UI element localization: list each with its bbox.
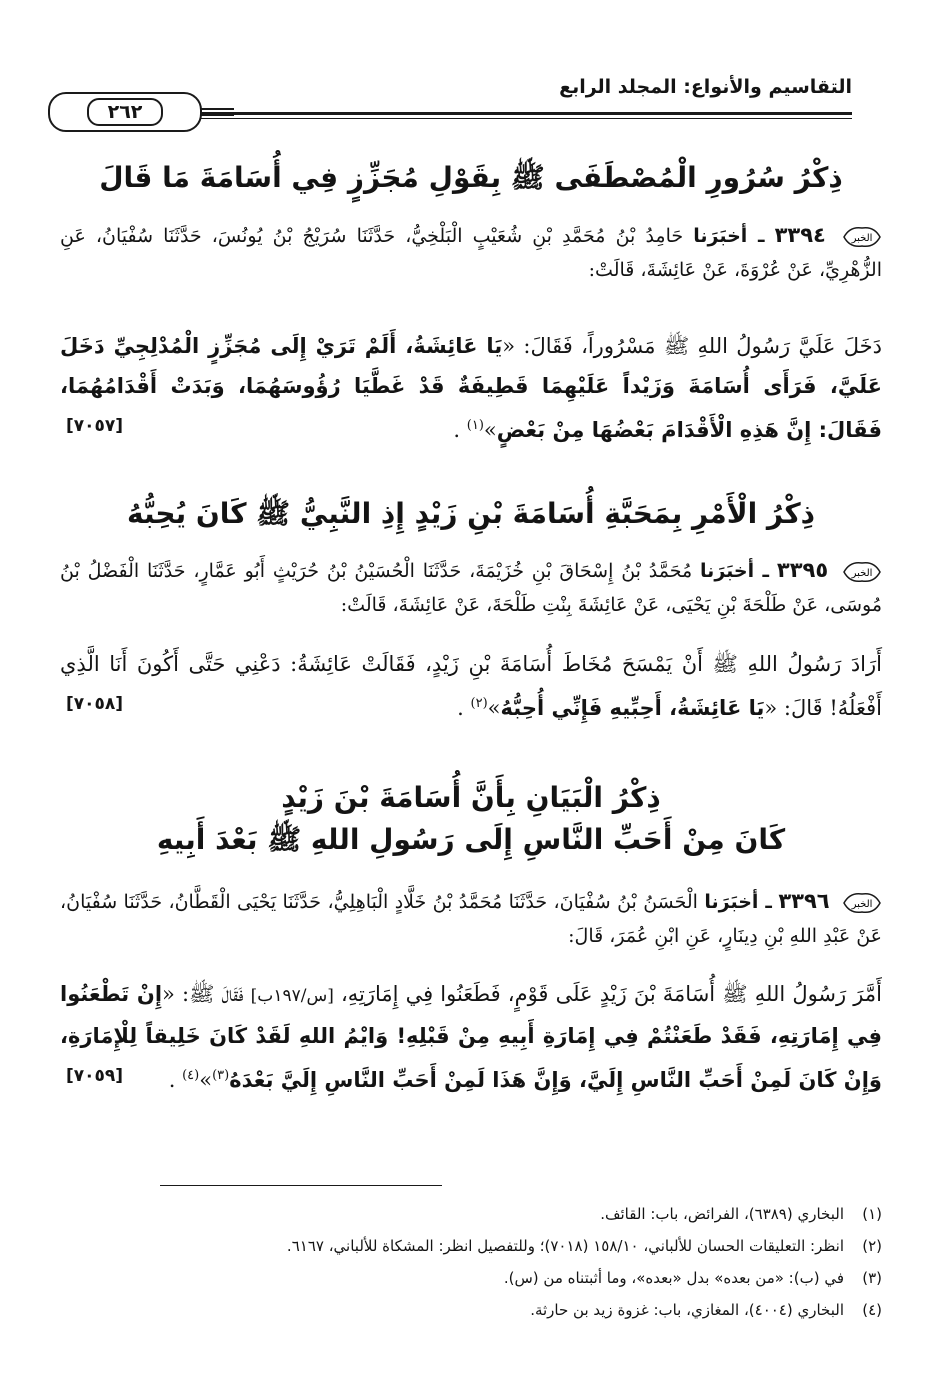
footnote [60,1262,882,1294]
khabar-badge-label: الخبر [851,233,873,244]
isnad-text: الْحَسَنُ بْنُ سُفْيَانَ، حَدَّثَنَا مُحَمَّدُ بْنُ خَلَّادٍ الْبَاهِلِيُّ، حَدَّثَنَا يَحْيَى الْقَطَّانُ، حَدَّثَنَا سُفْيَانُ، عَنْ عَبْدِ اللهِ بْنِ دِينَارٍ، عَنِ ابْنِ عُمَرَ، قَالَ: [60,891,882,947]
hadith-number: ٣٣٩٤ [774,223,826,247]
running-title: التقاسيم والأنواع: المجلد الرابع [559,76,852,98]
khabar-badge-icon [842,890,882,916]
chapter-title-line1: ذِكْرُ الْبَيَانِ بِأَنَّ أُسَامَةَ بْنَ زَيْدٍ [281,781,661,814]
footnote-text: البخاري (٤٠٠٤)، المغازي، باب: غزوة زيد بن حارثة. [530,1301,844,1319]
hadith-matn [60,326,882,450]
full-stop: . [453,418,461,442]
matn-prophetic-words: إِنْ تَطْعَنُوا فِي إِمَارَتِهِ، فَقَدْ طَعَنْتُمْ فِي إِمَارَةِ أَبِيهِ مِنْ قَبْلِهِ! وَايْمُ اللهِ لَقَدْ كَانَ خَلِيقاً لِلْإِمَارَةِ، وَإِنْ كَانَ لَمِنْ أَحَبِّ النَّاسِ إِلَيَّ، وَإِنَّ هَذَا لَمِنْ أَحَبِّ النَّاسِ إِلَيَّ بَعْدَهُ [60,982,882,1092]
hadith-isnad: الخبر ٣٣٩٥ ـ أخبَرَنا مُحَمَّدُ بْنُ إِسْحَاقَ بْنِ خُزَيْمَةَ، حَدَّثَنَا الْحُسَيْنُ بْنُ حُرَيْثٍ أَبُو عَمَّارٍ، حَدَّثَنَا الْفَضْلُ بْنُ مُوسَى، عَنْ طَلْحَةَ بْنِ يَحْيَى، عَنْ عَائِشَةَ بِنْتِ طَلْحَةَ، عَنْ عَائِشَةَ، قَالَتْ: [60,558,882,616]
footnote-number: (٢) [862,1237,882,1255]
manuscript-reference: [س/١٩٧ب] [250,986,334,1006]
header-ornament-line [198,108,234,110]
full-stop: . [457,696,464,720]
hadith-isnad: الخبر ٣٣٩٦ ـ أخبَرَنا الْحَسَنُ بْنُ سُفْيَانَ، حَدَّثَنَا مُحَمَّدُ بْنُ خَلَّادٍ الْبَاهِلِيُّ، حَدَّثَنَا يَحْيَى الْقَطَّانُ، حَدَّثَنَا سُفْيَانُ، عَنْ عَبْدِ اللهِ بْنِ دِينَارٍ، عَنِ ابْنِ عُمَرَ، قَالَ: [60,889,882,947]
hadith-number: ٣٣٩٦ [778,889,830,913]
chapter-title: ذِكْرُ سُرُورِ الْمُصْطَفَى ﷺ بِقَوْلِ مُجَزِّزٍ فِي أُسَامَةَ مَا قَالَ [99,161,843,194]
footnote-number: (٣) [862,1269,882,1287]
page-number-frame [48,92,202,132]
hadith-matn [60,974,882,1100]
isnad-text: حَامِدُ بْنُ مُحَمَّدِ بْنِ شُعَيْبٍ الْبَلْخِيُّ، حَدَّثَنَا سُرَيْجُ بْنُ يُونُسَ، حَدَّثَنَا سُفْيَانُ، عَنِ الزُّهْرِيِّ، عَنْ عُرْوَةَ، عَنْ عَائِشَةَ، قَالَتْ: [60,225,882,281]
footnotes [60,1198,882,1326]
header-ornament-line [198,114,234,116]
footnote-number: (١) [862,1205,882,1223]
matn-prophetic-words: يَا عَائِشَةُ، أَلَمْ تَرَيْ إِلَى مُجَزِّزٍ الْمُدْلِجِيِّ دَخَلَ عَلَيَّ، فَرَأَى أُسَامَةَ وَزَيْداً عَلَيْهِمَا قَطِيفَةٌ قَدْ غَطَّيَا رُؤُوسَهُمَا، وَبَدَتْ أَقْدَامُهُمَا، فَقَالَ: إِنَّ هَذِهِ الْأَقْدَامَ بَعْضُهَا مِنْ بَعْضٍ [60,334,882,442]
footnote-text: البخاري (٦٣٨٩)، الفرائض، باب: القائف. [600,1205,844,1223]
hadith-reference: [٧٠٥٨] [66,694,124,714]
footnote-mark: (٢) [470,696,488,711]
quote-close: » [483,418,497,442]
akhbarana: أخبَرَنا [693,225,748,247]
matn-prophetic-words: يَا عَائِشَةُ، أَحِبِّيهِ فَإِنِّي أُحِبُّهُ [500,696,765,720]
hadith-reference: [٧٠٥٧] [66,416,124,436]
footnote [60,1198,882,1230]
matn-text-2: فَقَالَ ﷺ: « [162,982,244,1006]
footnote-number: (٤) [862,1301,882,1319]
matn-text: أَرَادَ رَسُولُ اللهِ ﷺ أَنْ يَمْسَحَ مُخَاطَ أُسَامَةَ بْنِ زَيْدٍ، فَقَالَتْ عَائِشَةُ: دَعْنِي حَتَّى أَكُونَ أَنَا الَّذِي أَفْعَلُهُ! قَالَ: « [60,652,882,720]
footnote [60,1230,882,1262]
chapter-title: ذِكْرُ الْأَمْرِ بِمَحَبَّةِ أُسَامَةَ بْنِ زَيْدٍ إِذِ النَّبِيُّ ﷺ كَانَ يُحِبُّهُ [127,497,815,530]
hadith-number: ٣٣٩٥ [776,558,829,582]
khabar-badge-label: الخبر [851,899,873,910]
footnote-mark: (٤) [182,1068,200,1083]
matn-text: أَمَّرَ رَسُولُ اللهِ ﷺ أُسَامَةَ بْنَ زَيْدٍ عَلَى قَوْمٍ، فَطَعَنُوا فِي إِمَارَتِهِ، [340,982,882,1006]
page-number: ٢٦٢ [107,101,143,123]
isnad-text: مُحَمَّدُ بْنُ إِسْحَاقَ بْنِ خُزَيْمَةَ، حَدَّثَنَا الْحُسَيْنُ بْنُ حُرَيْثٍ أَبُو عَمَّارٍ، حَدَّثَنَا الْفَضْلُ بْنُ مُوسَى، عَنْ طَلْحَةَ بْنِ يَحْيَى، عَنْ عَائِشَةَ بِنْتِ طَلْحَةَ، عَنْ عَائِشَةَ، قَالَتْ: [60,560,882,616]
quote-close: » [199,1068,213,1092]
footnote [60,1294,882,1326]
hadith-matn [60,644,882,728]
matn-text: دَخَلَ عَلَيَّ رَسُولُ اللهِ ﷺ مَسْرُوراً، فَقَالَ: « [502,334,882,358]
chapter-title-line2: كَانَ مِنْ أَحَبِّ النَّاسِ إِلَى رَسُولِ اللهِ ﷺ بَعْدَ أَبِيهِ [156,823,786,856]
hadith-reference: [٧٠٥٩] [66,1066,124,1086]
akhbarana: أخبَرَنا [704,891,759,913]
khabar-badge-label: الخبر [851,568,873,579]
footnote-mark: (٣) [212,1068,230,1083]
khabar-badge-icon [842,559,882,585]
footnote-text: في (ب): «من بعده» بدل «بعده»، وما أثبتناه من (س). [503,1269,844,1287]
footnote-text: انظر: التعليقات الحسان للألباني، ١٥٨/١٠ (٧٠١٨)؛ وللتفصيل انظر: المشكاة للألباني، ٦١٦٧. [286,1237,844,1255]
khabar-badge-icon [842,224,882,250]
hadith-isnad: الخبر ٣٣٩٤ ـ أخبَرَنا حَامِدُ بْنُ مُحَمَّدِ بْنِ شُعَيْبٍ الْبَلْخِيُّ، حَدَّثَنَا سُرَيْجُ بْنُ يُونُسَ، حَدَّثَنَا سُفْيَانُ، عَنِ الزُّهْرِيِّ، عَنْ عُرْوَةَ، عَنْ عَائِشَةَ، قَالَتْ: [60,223,882,281]
full-stop: . [168,1068,176,1092]
akhbarana: أخبَرَنا [700,560,755,582]
footnote-mark: (١) [466,418,484,433]
quote-close: » [487,696,501,720]
footnote-rule [160,1185,442,1186]
